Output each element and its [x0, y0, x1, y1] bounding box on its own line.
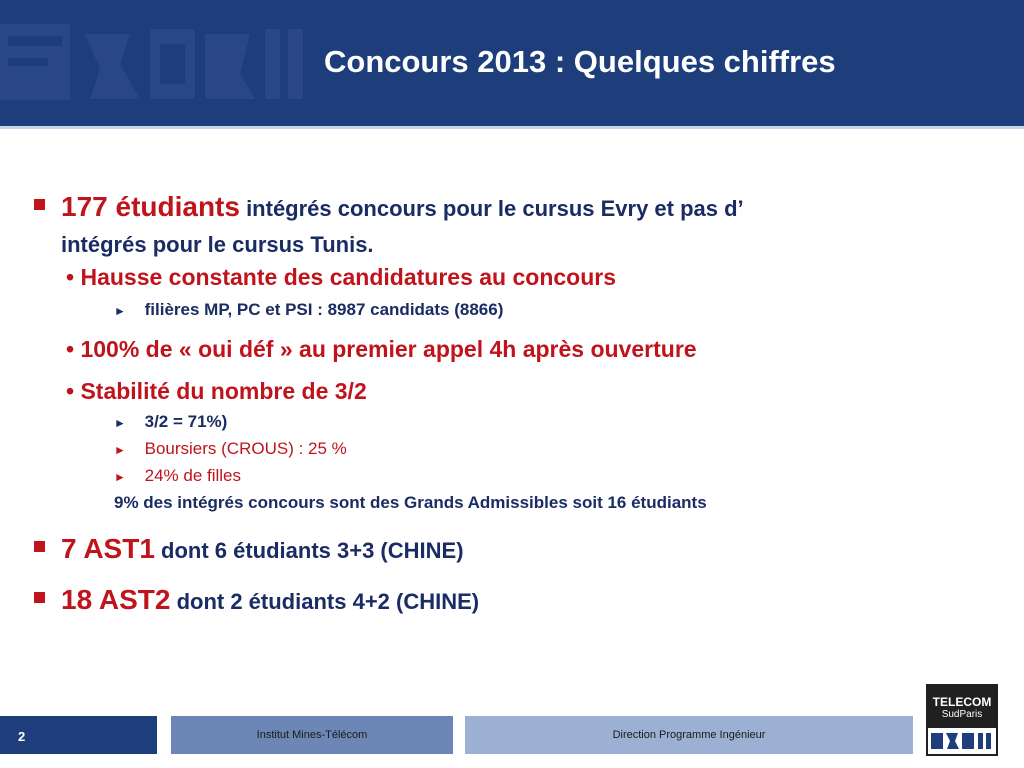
header-bar [0, 0, 1024, 126]
school-logo-watermark [0, 14, 320, 110]
footer-institute: Institut Mines-Télécom [171, 716, 453, 754]
sub-bullet-text: Stabilité du nombre de 3/2 [80, 378, 367, 404]
sub-item-filles [114, 466, 241, 486]
arrow-bullet-icon: ► [114, 304, 126, 318]
sub-bullet-text: Hausse constante des candidatures au concours [80, 264, 617, 290]
bullet-highlight: 18 AST2 [61, 584, 171, 615]
page-number: 2 [18, 729, 26, 744]
footer-page-number-box [0, 716, 157, 754]
sub-item-filieres [114, 300, 503, 320]
bullet-ast1 [61, 533, 464, 565]
arrow-bullet-icon: ► [114, 443, 126, 457]
logo-glyph-strip [928, 728, 996, 754]
bullet-text: dont 6 étudiants 3+3 (CHINE) [154, 538, 464, 563]
telecom-sudparis-logo [926, 684, 998, 756]
bullet-text: dont 2 étudiants 4+2 (CHINE) [170, 589, 480, 614]
bullet-highlight: 177 étudiants [61, 191, 240, 222]
bullet-177-etudiants [61, 191, 744, 223]
sub-item-boursiers [114, 439, 347, 459]
header-divider [0, 126, 1024, 129]
sub-bullet-stabilite [66, 378, 367, 405]
note-grands-admissibles: 9% des intégrés concours sont des Grands Admissibles soit 16 étudiants [114, 493, 707, 512]
bullet-highlight: 7 AST1 [61, 533, 155, 564]
sub-bullet-oui-def [66, 336, 697, 363]
dot-bullet-icon: • [66, 378, 75, 404]
logo-line2: SudParis [941, 709, 983, 720]
square-bullet-icon [34, 592, 45, 603]
slide-title: Concours 2013 : Quelques chiffres [324, 44, 836, 79]
sub-item-text: filières MP, PC et PSI : 8987 candidats (8866) [144, 300, 504, 319]
sub-item-text: 24% de filles [144, 466, 242, 485]
sub-bullet-hausse [66, 264, 616, 291]
sub-item-text: Boursiers (CROUS) : 25 % [144, 439, 347, 458]
sub-bullet-text: 100% de « oui déf » au premier appel 4h après ouverture [80, 336, 697, 362]
footer-department: Direction Programme Ingénieur [465, 716, 913, 754]
dot-bullet-icon: • [66, 264, 75, 290]
arrow-bullet-icon: ► [114, 470, 126, 484]
arrow-bullet-icon: ► [114, 416, 126, 430]
square-bullet-icon [34, 541, 45, 552]
bullet-text: intégrés concours pour le cursus Evry et pas d’ [239, 196, 744, 221]
sub-item-text: 3/2 = 71%) [144, 412, 228, 431]
bullet-177-line2: intégrés pour le cursus Tunis. [61, 232, 374, 257]
dot-bullet-icon: • [66, 336, 75, 362]
logo-line1: TELECOM [932, 695, 992, 709]
sub-item-3-2 [114, 412, 227, 432]
square-bullet-icon [34, 199, 45, 210]
bullet-ast2 [61, 584, 479, 616]
